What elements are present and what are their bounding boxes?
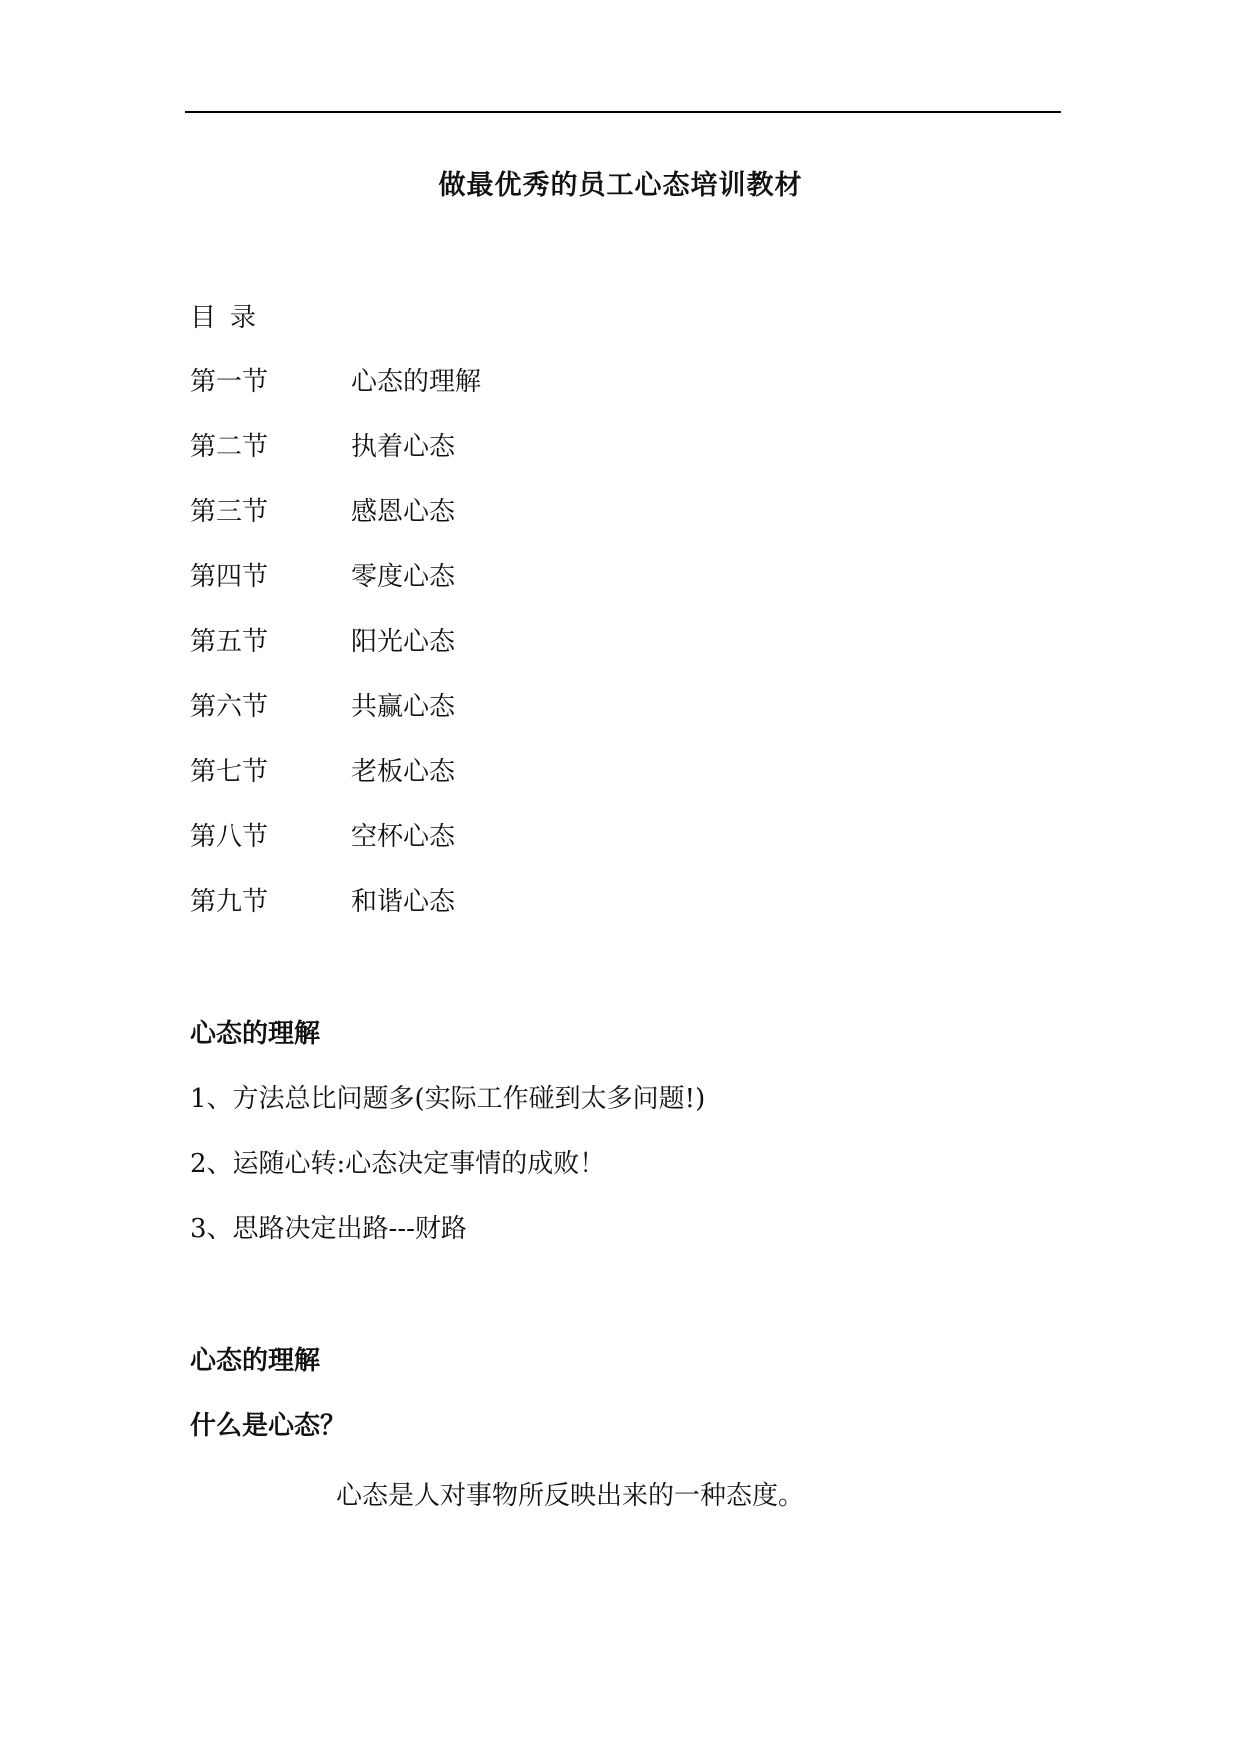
toc-section-number: 第五节 — [190, 627, 269, 657]
toc-section-title: 零度心态 — [351, 562, 456, 592]
toc-heading: 目录 — [190, 303, 271, 333]
section-heading: 心态的理解 — [190, 1346, 321, 1376]
toc-section-number: 第一节 — [190, 367, 269, 397]
toc-section-title: 和谐心态 — [351, 887, 456, 917]
list-item: 1、方法总比问题多(实际工作碰到太多问题!) — [190, 1084, 706, 1114]
toc-section-title: 老板心态 — [351, 757, 456, 787]
toc-section-number: 第二节 — [190, 432, 269, 462]
toc-section-title: 感恩心态 — [351, 497, 456, 527]
list-item: 3、思路决定出路---财路 — [190, 1214, 467, 1244]
toc-section-title: 执着心态 — [351, 432, 456, 462]
toc-section-title: 阳光心态 — [351, 627, 456, 657]
list-item: 2、运随心转:心态决定事情的成败！ — [190, 1149, 606, 1179]
toc-section-title: 心态的理解 — [351, 367, 482, 397]
toc-section-title: 共赢心态 — [351, 692, 456, 722]
toc-section-number: 第四节 — [190, 562, 269, 592]
toc-section-number: 第七节 — [190, 757, 269, 787]
toc-section-number: 第六节 — [190, 692, 269, 722]
document-title: 做最优秀的员工心态培训教材 — [438, 170, 803, 201]
definition-text: 心态是人对事物所反映出来的一种态度。 — [336, 1481, 805, 1511]
toc-section-number: 第八节 — [190, 822, 269, 852]
toc-section-title: 空杯心态 — [351, 822, 456, 852]
header-rule — [185, 111, 1061, 113]
question-heading: 什么是心态？ — [190, 1411, 347, 1441]
toc-section-number: 第九节 — [190, 887, 269, 917]
section-heading: 心态的理解 — [190, 1019, 321, 1049]
toc-section-number: 第三节 — [190, 497, 269, 527]
